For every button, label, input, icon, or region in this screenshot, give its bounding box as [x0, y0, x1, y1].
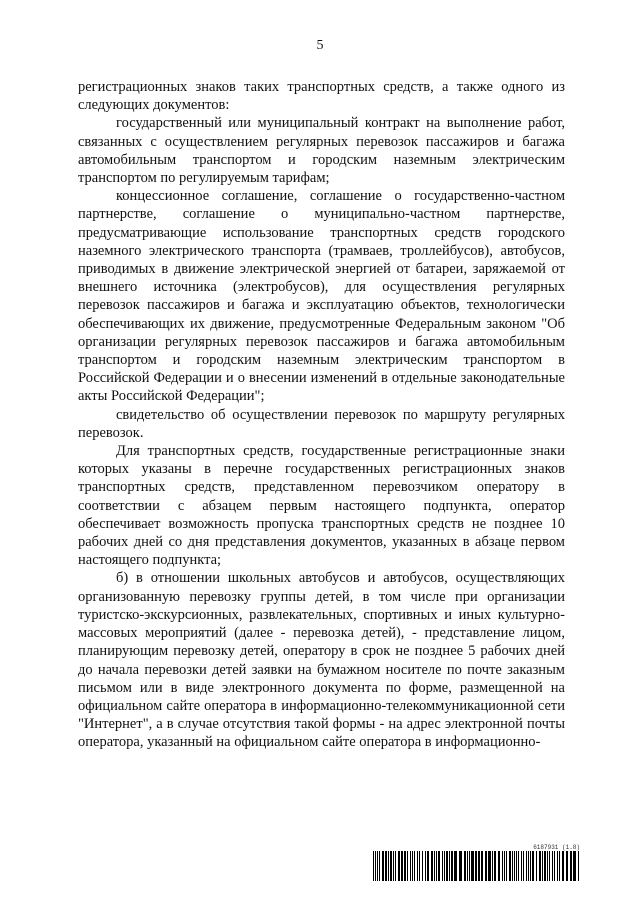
paragraph: концессионное соглашение, соглашение о государственно-частном партнерстве, соглашение о муниципально-частном партнерстве, предусматривающие использование транспортных средств городского наземного электрического транспорта (трамваев, троллейбусов), автобусов, приводимых в движение электрической энергией от батареи, заряжаемой от внешнего источника (электробусов), для осуществления регулярных перевозок пассажиров и багажа и эксплуатацию объектов, технологически обеспечивающих их движение, предусмотренные Федеральным законом "Об организации регулярных перевозок пассажиров и багажа автомобильным транспортом и городским наземным электрическим транспортом в Российской Федерации и о внесении изменений в отдельные законодательные акты Российской Федерации"; — [78, 188, 565, 405]
barcode-bar — [449, 851, 450, 881]
barcode-bar — [530, 851, 531, 881]
barcode-bar — [578, 851, 579, 881]
document-body — [78, 78, 565, 752]
barcode-bar — [566, 851, 568, 881]
barcode-bar — [451, 851, 453, 881]
barcode-bar — [379, 851, 380, 881]
barcode-bar — [398, 851, 400, 881]
barcode-bar — [478, 851, 480, 881]
barcode-bar — [431, 851, 433, 881]
barcode-bar — [554, 851, 555, 881]
barcode-bar — [502, 851, 503, 881]
barcode-bar — [552, 851, 553, 881]
document-code: 6187931 (1.8) — [533, 844, 580, 851]
paragraph: Для транспортных средств, государственные регистрационные знаки которых указаны в перечне государственных регистрационных знаков транспортных средств, представленном перевозчиком оператору в соответствии с абзацем первым настоящего подпункта, оператор обеспечивает возможность пропуска транспортных средств не позднее 10 рабочих дней со дня представления документов, указанных в абзаце первом настоящего подпункта; — [78, 443, 565, 569]
barcode-bar — [417, 851, 418, 881]
barcode-bar — [536, 851, 537, 881]
barcode-bar — [542, 851, 543, 881]
barcode-bar — [422, 851, 423, 881]
barcode-bar — [419, 851, 420, 881]
barcode-bar — [434, 851, 435, 881]
barcode — [373, 851, 581, 881]
barcode-bar — [492, 851, 493, 881]
barcode-bar — [523, 851, 524, 881]
barcode-bar — [526, 851, 527, 881]
barcode-bar — [547, 851, 548, 881]
barcode-bar — [393, 851, 394, 881]
barcode-bar — [377, 851, 378, 881]
barcode-bar — [467, 851, 468, 881]
barcode-bar — [475, 851, 477, 881]
barcode-bar — [504, 851, 505, 881]
barcode-bar — [454, 851, 457, 881]
barcode-bar — [444, 851, 445, 881]
barcode-bar — [446, 851, 448, 881]
barcode-bar — [401, 851, 403, 881]
barcode-bar — [494, 851, 496, 881]
barcode-bar — [488, 851, 491, 881]
barcode-bar — [506, 851, 507, 881]
barcode-bar — [471, 851, 474, 881]
barcode-bar — [404, 851, 406, 881]
barcode-bar — [425, 851, 426, 881]
barcode-bar — [544, 851, 546, 881]
barcode-bar — [390, 851, 392, 881]
barcode-bar — [469, 851, 470, 881]
barcode-bar — [516, 851, 517, 881]
barcode-bar — [514, 851, 515, 881]
barcode-bar — [512, 851, 513, 881]
barcode-bar — [375, 851, 376, 881]
barcode-bar — [485, 851, 487, 881]
barcode-bar — [562, 851, 564, 881]
barcode-bar — [382, 851, 384, 881]
barcode-bar — [414, 851, 415, 881]
barcode-bar — [388, 851, 389, 881]
barcode-bar — [385, 851, 387, 881]
barcode-bar — [438, 851, 440, 881]
barcode-bar — [532, 851, 534, 881]
paragraph: свидетельство об осуществлении перевозок по маршруту регулярных перевозок. — [78, 406, 565, 441]
page-number: 5 — [316, 38, 324, 53]
barcode-bar — [557, 851, 558, 881]
barcode-bar — [427, 851, 429, 881]
barcode-bar — [373, 851, 374, 881]
barcode-bar — [521, 851, 522, 881]
barcode-bar — [498, 851, 500, 881]
barcode-bar — [518, 851, 519, 881]
barcode-bar — [509, 851, 511, 881]
barcode-bar — [481, 851, 483, 881]
barcode-bar — [464, 851, 466, 881]
barcode-bar — [436, 851, 437, 881]
barcode-bar — [528, 851, 529, 881]
barcode-bar — [559, 851, 560, 881]
barcode-bar — [549, 851, 550, 881]
barcode-bar — [412, 851, 413, 881]
barcode-bar — [442, 851, 443, 881]
paragraph: государственный или муниципальный контракт на выполнение работ, связанных с осуществлением регулярных перевозок пассажиров и багажа автомобильным транспортом и городским наземным электрическим транспортом по регулируемым тарифам; — [78, 115, 565, 187]
barcode-bar — [570, 851, 572, 881]
barcode-bar — [410, 851, 411, 881]
paragraph: регистрационных знаков таких транспортных средств, а также одного из следующих документов: — [78, 79, 565, 114]
barcode-bar — [407, 851, 408, 881]
barcode-bar — [395, 851, 396, 881]
barcode-bar — [539, 851, 541, 881]
barcode-bar — [573, 851, 576, 881]
barcode-bar — [459, 851, 462, 881]
paragraph: б) в отношении школьных автобусов и автобусов, осуществляющих организованную перевозку группы детей, в том числе при организации туристско-экскурсионных, развлекательных, спортивных и иных культурно-массовых мероприятий (далее - перевозка детей), - представление лицом, планирующим перевозку детей, оператору в срок не позднее 5 рабочих дней до начала перевозки детей заявки на бумажном носителе по почте заказным письмом или в виде электронного документа по форме, размещенной на официальном сайте оператора в информационно-телекоммуникационной сети "Интернет", а в случае отсутствия такой формы - на адрес электронной почты оператора, указанный на официальном сайте оператора в информационно- — [78, 570, 565, 751]
